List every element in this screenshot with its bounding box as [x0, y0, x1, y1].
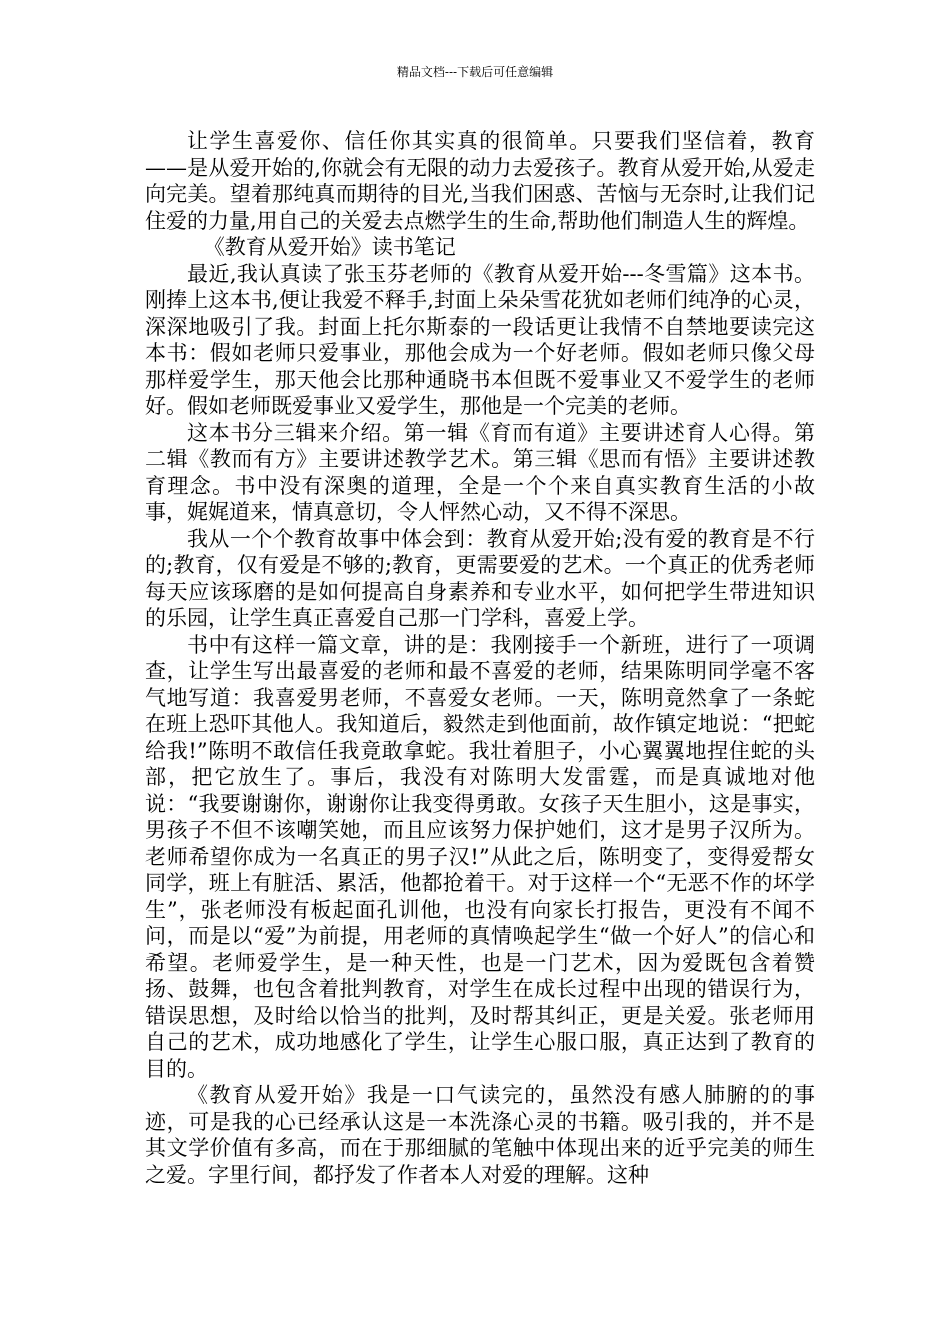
- paragraph-insight: 我从一个个教育故事中体会到：教育从爱开始;没有爱的教育是不行的;教育，仅有爱是不够的;教育，更需要爱的艺术。一个真正的优秀老师每天应该琢磨的是如何提高自身素养和专业水平，如何把学生带进知识的乐园，让学生真正喜爱自己那一门学科，喜爱上学。: [145, 526, 815, 630]
- section-title: 《教育从爱开始》读书笔记: [203, 235, 456, 259]
- paragraph-book-structure: 这本书分三辑来介绍。第一辑《育而有道》主要讲述育人心得。第二辑《教而有方》主要讲述教学艺术。第三辑《思而有悟》主要讲述教育理念。书中没有深奥的道理，全是一个个来自真实教育生活的小故事，娓娓道来，情真意切，令人怦然心动，又不得不深思。: [145, 420, 815, 524]
- paragraph-recent-reading: 最近,我认真读了张玉芬老师的《教育从爱开始---冬雪篇》这本书。刚捧上这本书,便让我爱不释手,封面上朵朵雪花犹如老师们纯净的心灵，深深地吸引了我。封面上托尔斯泰的一段话更让我情不自禁地要读完这本书：假如老师只爱事业，那他会成为一个好老师。假如老师只像父母那样爱学生，那天他会比那种通晓书本但既不爱事业又不爱学生的老师好。假如老师既爱事业又爱学生，那他是一个完美的老师。: [145, 261, 815, 418]
- paragraph-intro: 让学生喜爱你、信任你其实真的很简单。只要我们坚信着，教育——是从爱开始的,你就会有无限的动力去爱孩子。教育从爱开始,从爱走向完美。望着那纯真而期待的目光,当我们困惑、苦恼与无奈时,让我们记住爱的力量,用自己的关爱去点燃学生的生命,帮助他们制造人生的辉煌。: [145, 129, 815, 233]
- page-header: 精品文档---下载后可任意编辑: [396, 65, 554, 79]
- document-body: [145, 128, 815, 1188]
- paragraph-conclusion: 《教育从爱开始》我是一口气读完的，虽然没有感人肺腑的的事迹，可是我的心已经承认这是一本洗涤心灵的书籍。吸引我的，并不是其文学价值有多高，而在于那细腻的笔触中体现出来的近乎完美的师生之爱。字里行间，都抒发了作者本人对爱的理解。这种: [145, 1083, 815, 1187]
- paragraph-story: 书中有这样一篇文章，讲的是：我刚接手一个新班，进行了一项调查，让学生写出最喜爱的老师和最不喜爱的老师，结果陈明同学毫不客气地写道：我喜爱男老师，不喜爱女老师。一天，陈明竟然拿了一条蛇在班上恐吓其他人。我知道后，毅然走到他面前，故作镇定地说：“把蛇给我!”陈明不敢信任我竟敢拿蛇。我壮着胆子，小心翼翼地捏住蛇的头部，把它放生了。事后，我没有对陈明大发雷霆，而是真诚地对他说：“我要谢谢你，谢谢你让我变得勇敢。女孩子天生胆小，这是事实，男孩子不但不该嘲笑她，而且应该努力保护她们，这才是男子汉所为。老师希望你成为一名真正的男子汉!”从此之后，陈明变了，变得爱帮女同学，班上有脏活、累活，他都抢着干。对于这样一个“无恶不作的坏学生”，张老师没有板起面孔训他，也没有向家长打报告，更没有不闻不问，而是以“爱”为前提，用老师的真情唤起学生“做一个好人”的信心和希望。老师爱学生，是一种天性，也是一门艺术，因为爱既包含着赞扬、鼓舞，也包含着批判教育，对学生在成长过程中出现的错误行为，错误思想，及时给以恰当的批判，及时帮其纠正，更是关爱。张老师用自己的艺术，成功地感化了学生，让学生心服口服，真正达到了教育的目的。: [145, 632, 815, 1081]
